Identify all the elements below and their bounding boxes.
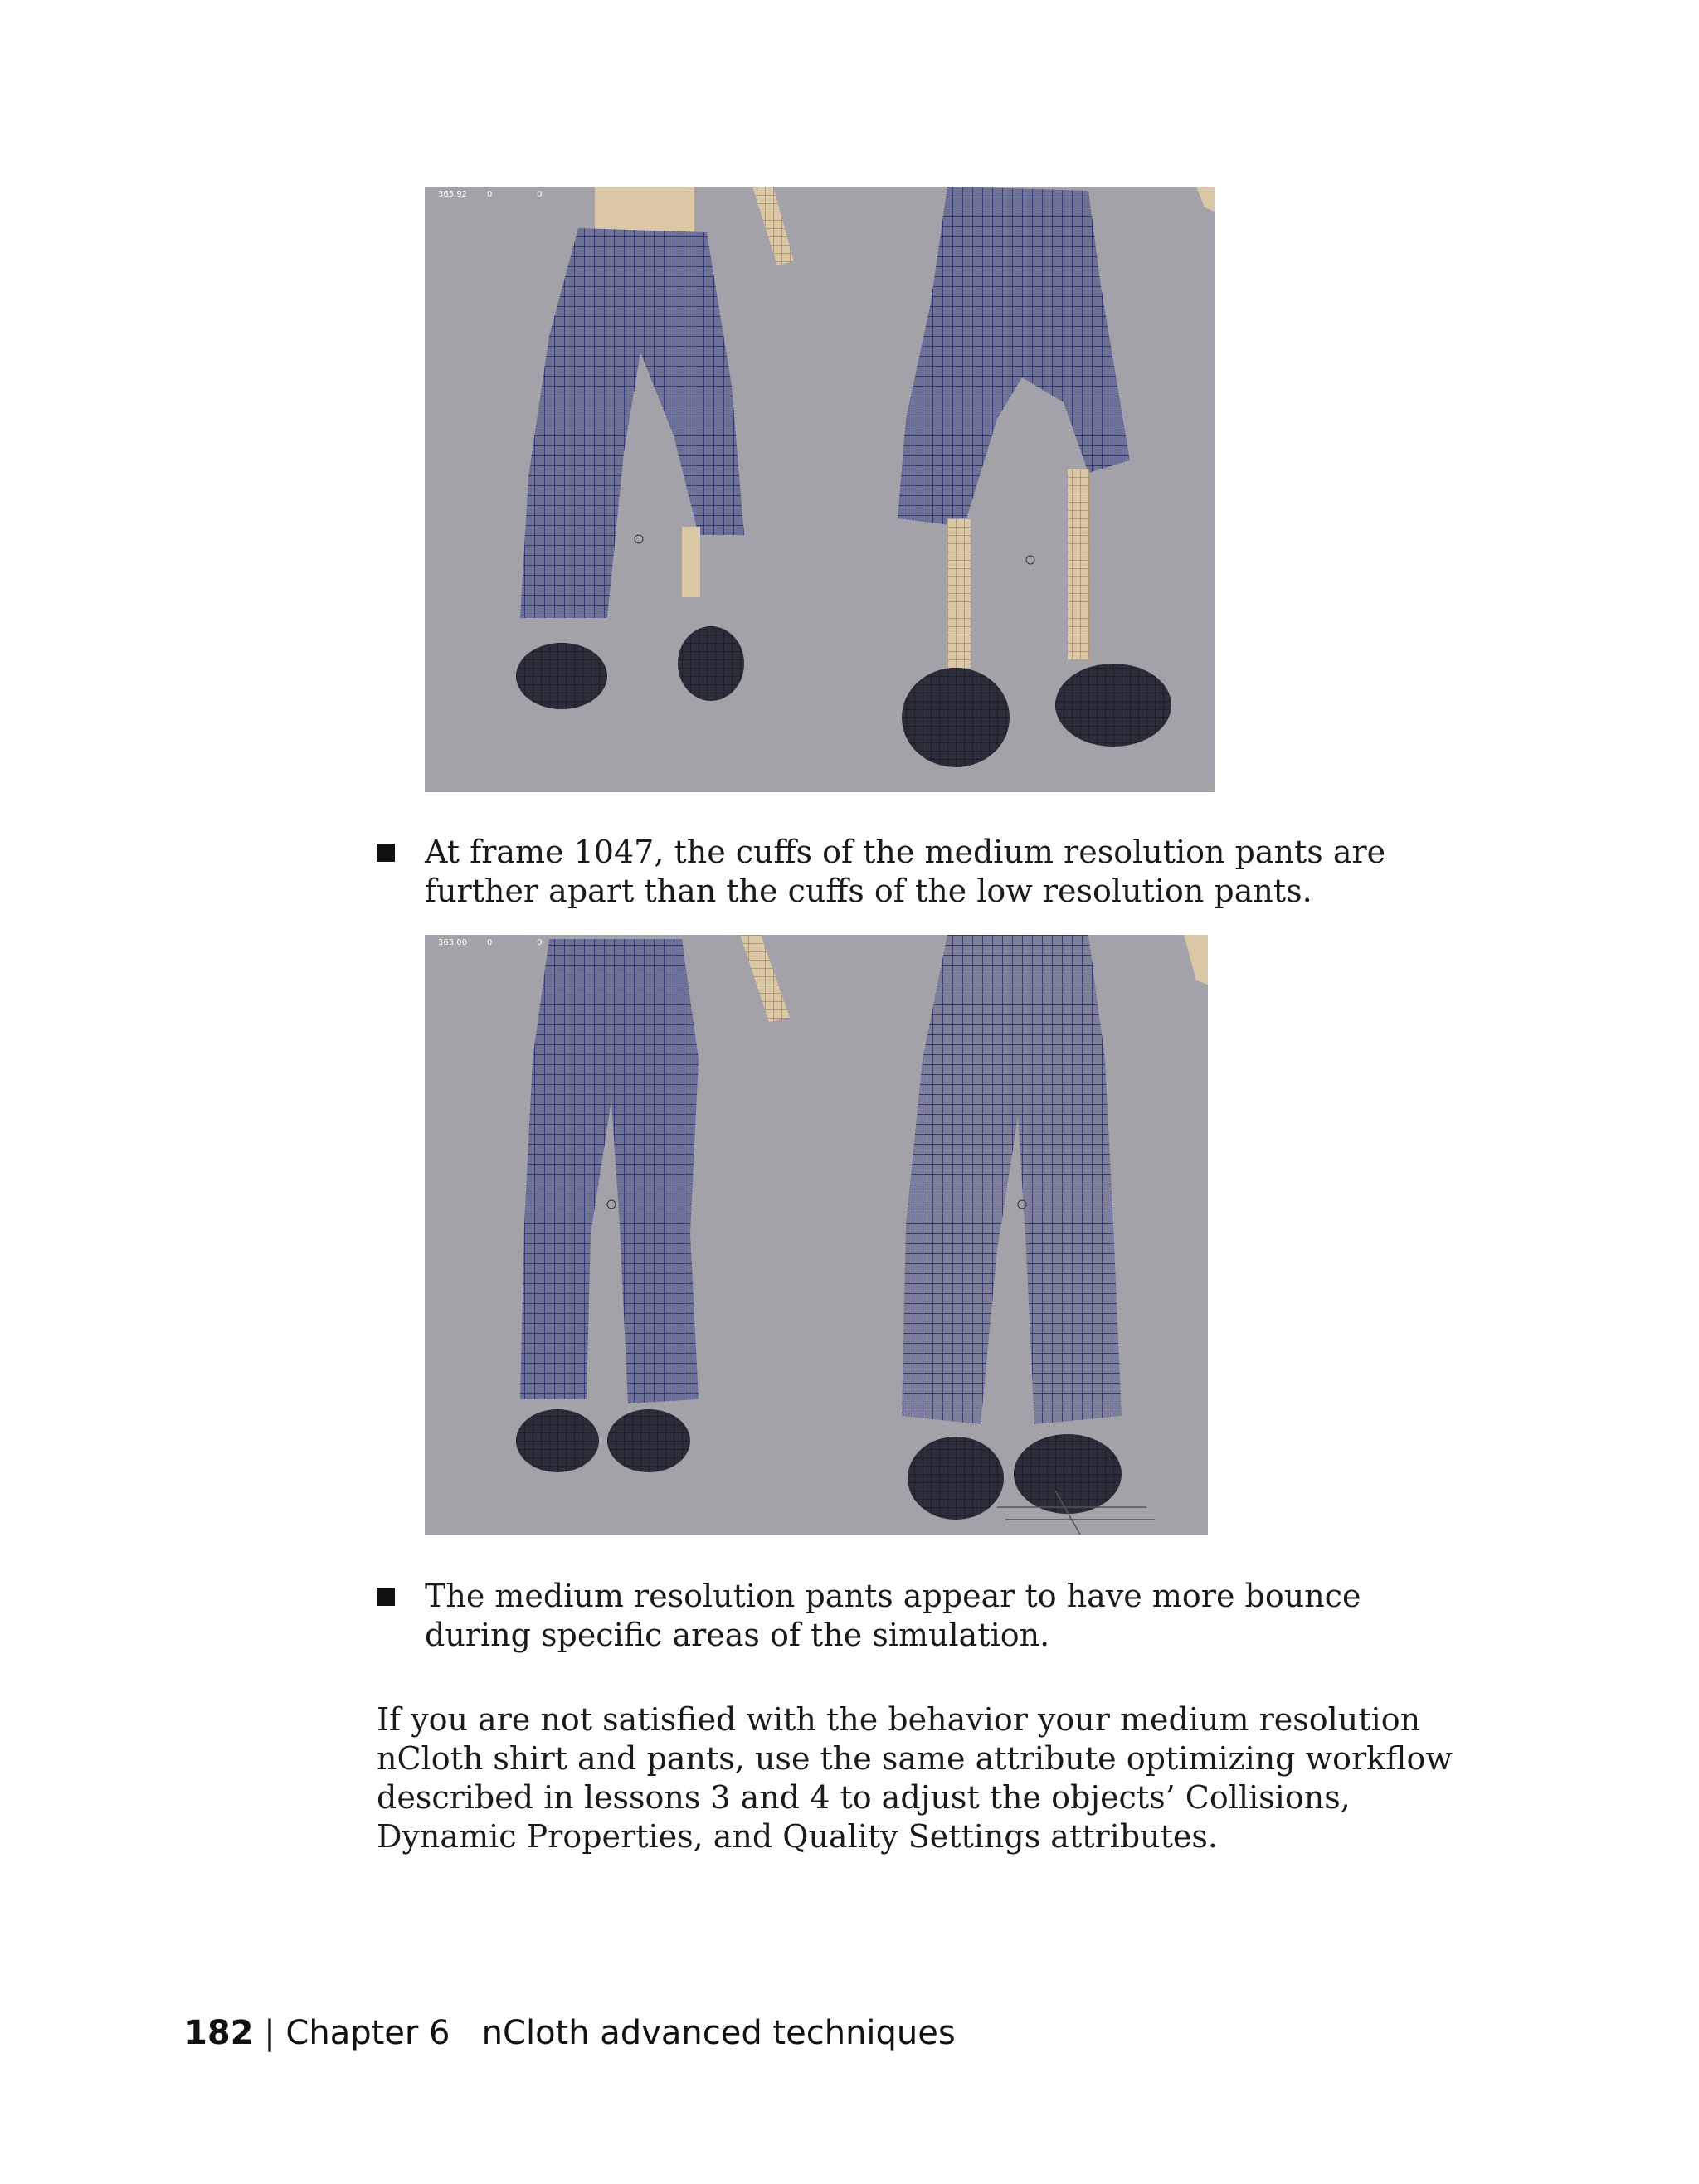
body-paragraph: If you are not satisfied with the behavior your medium resolution nCloth shirt and pants, use the same attribute optimizing workflow described in lessons 3 and 4 to adjust the objects’ Collisions, Dynamic Properties, and Quality Settings attributes. xyxy=(377,1701,1453,1855)
figure-1-pants-comparison xyxy=(425,187,1215,792)
bullet-text: The medium resolution pants appear to have more bounce during specific areas of the simulation. xyxy=(425,1578,1361,1653)
hud-label-2: 0 xyxy=(487,938,493,947)
chapter-title: nCloth advanced techniques xyxy=(481,2014,956,2052)
page-footer xyxy=(184,2014,956,2052)
hud-label-2: 0 xyxy=(487,190,493,199)
bullet-item-2 xyxy=(377,1577,1458,1655)
bullet-item-1 xyxy=(377,833,1458,911)
bullet-square-icon xyxy=(377,1588,395,1606)
figure-1-viewport xyxy=(425,187,1215,792)
figure-2-viewport xyxy=(425,935,1208,1535)
hud-label-1: 365.00 xyxy=(438,938,467,947)
bullet-text: At frame 1047, the cuffs of the medium resolution pants are further apart than the cuffs of the low resolution pants. xyxy=(425,834,1386,909)
footer-separator: | xyxy=(264,2014,275,2052)
figure-2-pants-comparison xyxy=(425,935,1208,1535)
page-number: 182 xyxy=(184,2014,254,2052)
bullet-square-icon xyxy=(377,844,395,862)
hud-label-3: 0 xyxy=(537,190,543,199)
hud-label-3: 0 xyxy=(537,938,543,947)
chapter-label: Chapter 6 xyxy=(285,2014,450,2052)
hud-label-1: 365.92 xyxy=(438,190,467,199)
